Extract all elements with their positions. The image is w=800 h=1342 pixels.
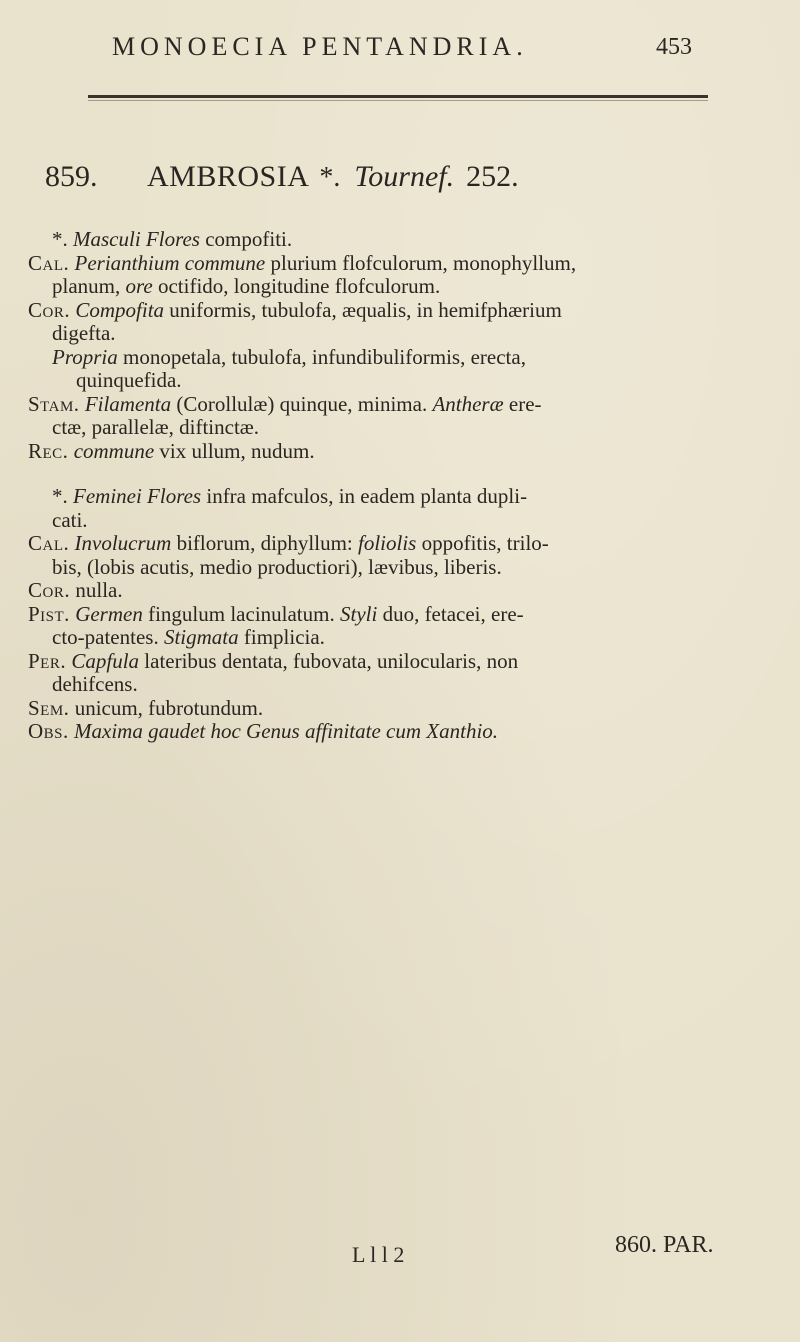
cal-term-2: ore [125,274,153,298]
female-per-line-2: dehifcens. [52,672,138,696]
per-abbr: Per. [28,648,67,673]
obs-abbr: Obs. [28,719,69,743]
intro-label: Feminei Flores [73,484,202,508]
cor-abbr: Cor. [28,297,71,322]
female-per-line-1 [28,650,768,674]
genus-star: *. [319,162,341,193]
pist-term-3: Stigmata [163,625,239,649]
pist-end: duo, fetacei, ere- [377,601,524,626]
male-rec-line [28,440,768,464]
cal-abbr: Cal. [28,250,70,275]
pist-abbr: Pist. [28,601,70,626]
female-flowers-intro [28,485,768,509]
per-term: Capfula [71,648,140,673]
female-pist-line-1 [28,603,768,627]
intro-star: *. [52,227,68,251]
paragraph-gap [28,463,768,485]
intro-star: *. [52,484,68,508]
genus-description [28,228,768,744]
intro-text: infra mafculos, in eadem planta dupli- [201,484,528,508]
male-stam-line-1 [28,393,768,417]
head-rule [88,95,708,98]
genus-page-reference: 252. [466,160,519,193]
male-cor-line-1 [28,299,768,323]
obs-line [28,720,768,744]
running-head [0,32,800,72]
cor-term: Compofita [75,297,165,322]
cor-text: nulla. [70,578,123,602]
page-number: 453 [656,34,692,60]
female-cal-line-2: bis, (lobis acutis, medio productiori), lævibus, liberis. [52,554,502,579]
female-pist-line-2 [28,626,768,650]
male-cal-line-2 [28,275,768,299]
running-title: MONOECIA PENTANDRIA. [112,32,528,61]
cor-abbr: Cor. [28,578,71,602]
obs-text: Maxima gaudet hoc Genus affinitate cum Xanthio. [74,719,499,743]
genus-authority: Tournef. [354,160,455,193]
genus-heading [45,160,519,194]
page-footer [0,1232,800,1272]
pist-text: fingulum lacinulatum. [142,601,340,626]
cor-propria-text: monopetala, tubulofa, infundibuliformis, erecta, [117,344,526,369]
stam-abbr: Stam. [28,391,80,416]
male-cal-line-1 [28,252,768,276]
cor-text: uniformis, tubulofa, æqualis, in hemifphærium [164,297,562,322]
per-text: lateribus dentata, fubovata, unilocularis, non [139,648,519,673]
female-cor-line [28,579,768,603]
rec-abbr: Rec. [28,438,69,463]
cal-term: Involucrum [74,531,172,555]
pist-term: Germen [75,601,143,626]
rec-term: commune [73,438,155,463]
stam-term-2: Antheræ [432,391,504,416]
cal-term-2: foliolis [358,531,417,555]
intro-text: compofiti. [199,227,293,251]
male-cor-line-3 [28,346,768,370]
catchword: 860. PAR. [615,1232,714,1258]
pist-text-a: cto-patentes. [52,625,164,649]
female-intro-line-2: cati. [52,507,88,532]
cal-term: Perianthium commune [74,250,266,275]
stam-term: Filamenta [84,391,172,416]
intro-label: Masculi Flores [73,227,200,251]
male-cor-line-2: digefta. [52,321,116,345]
signature-mark: L l l 2 [352,1242,405,1267]
genus-number: 859. [45,160,98,193]
female-sem-line [28,697,768,721]
cal-abbr: Cal. [28,531,70,555]
pist-text-b: fimplicia. [238,625,325,649]
stam-end: ere- [503,391,542,416]
cal-text-a: planum, [52,274,126,298]
rec-text: vix ullum, nudum. [154,438,315,463]
cal-text-b: octifido, longitudine flofculorum. [152,274,441,298]
male-cor-line-4: quinquefida. [76,368,182,392]
male-stam-line-2: ctæ, parallelæ, diftinctæ. [52,415,260,439]
female-cal-line-1 [28,532,768,556]
sem-text: unicum, fubrotundum. [69,695,264,720]
cal-text: biflorum, diphyllum: [171,531,358,555]
cal-text: plurium flofculorum, monophyllum, [265,250,577,275]
stam-text: (Corollulæ) quinque, minima. [171,391,433,416]
cor-propria-term: Propria [52,344,118,369]
genus-name: AMBROSIA [147,160,310,193]
sem-abbr: Sem. [28,695,70,720]
male-flowers-intro [28,228,768,252]
cal-end: oppofitis, trilo- [416,531,549,555]
pist-term-2: Styli [339,601,378,626]
